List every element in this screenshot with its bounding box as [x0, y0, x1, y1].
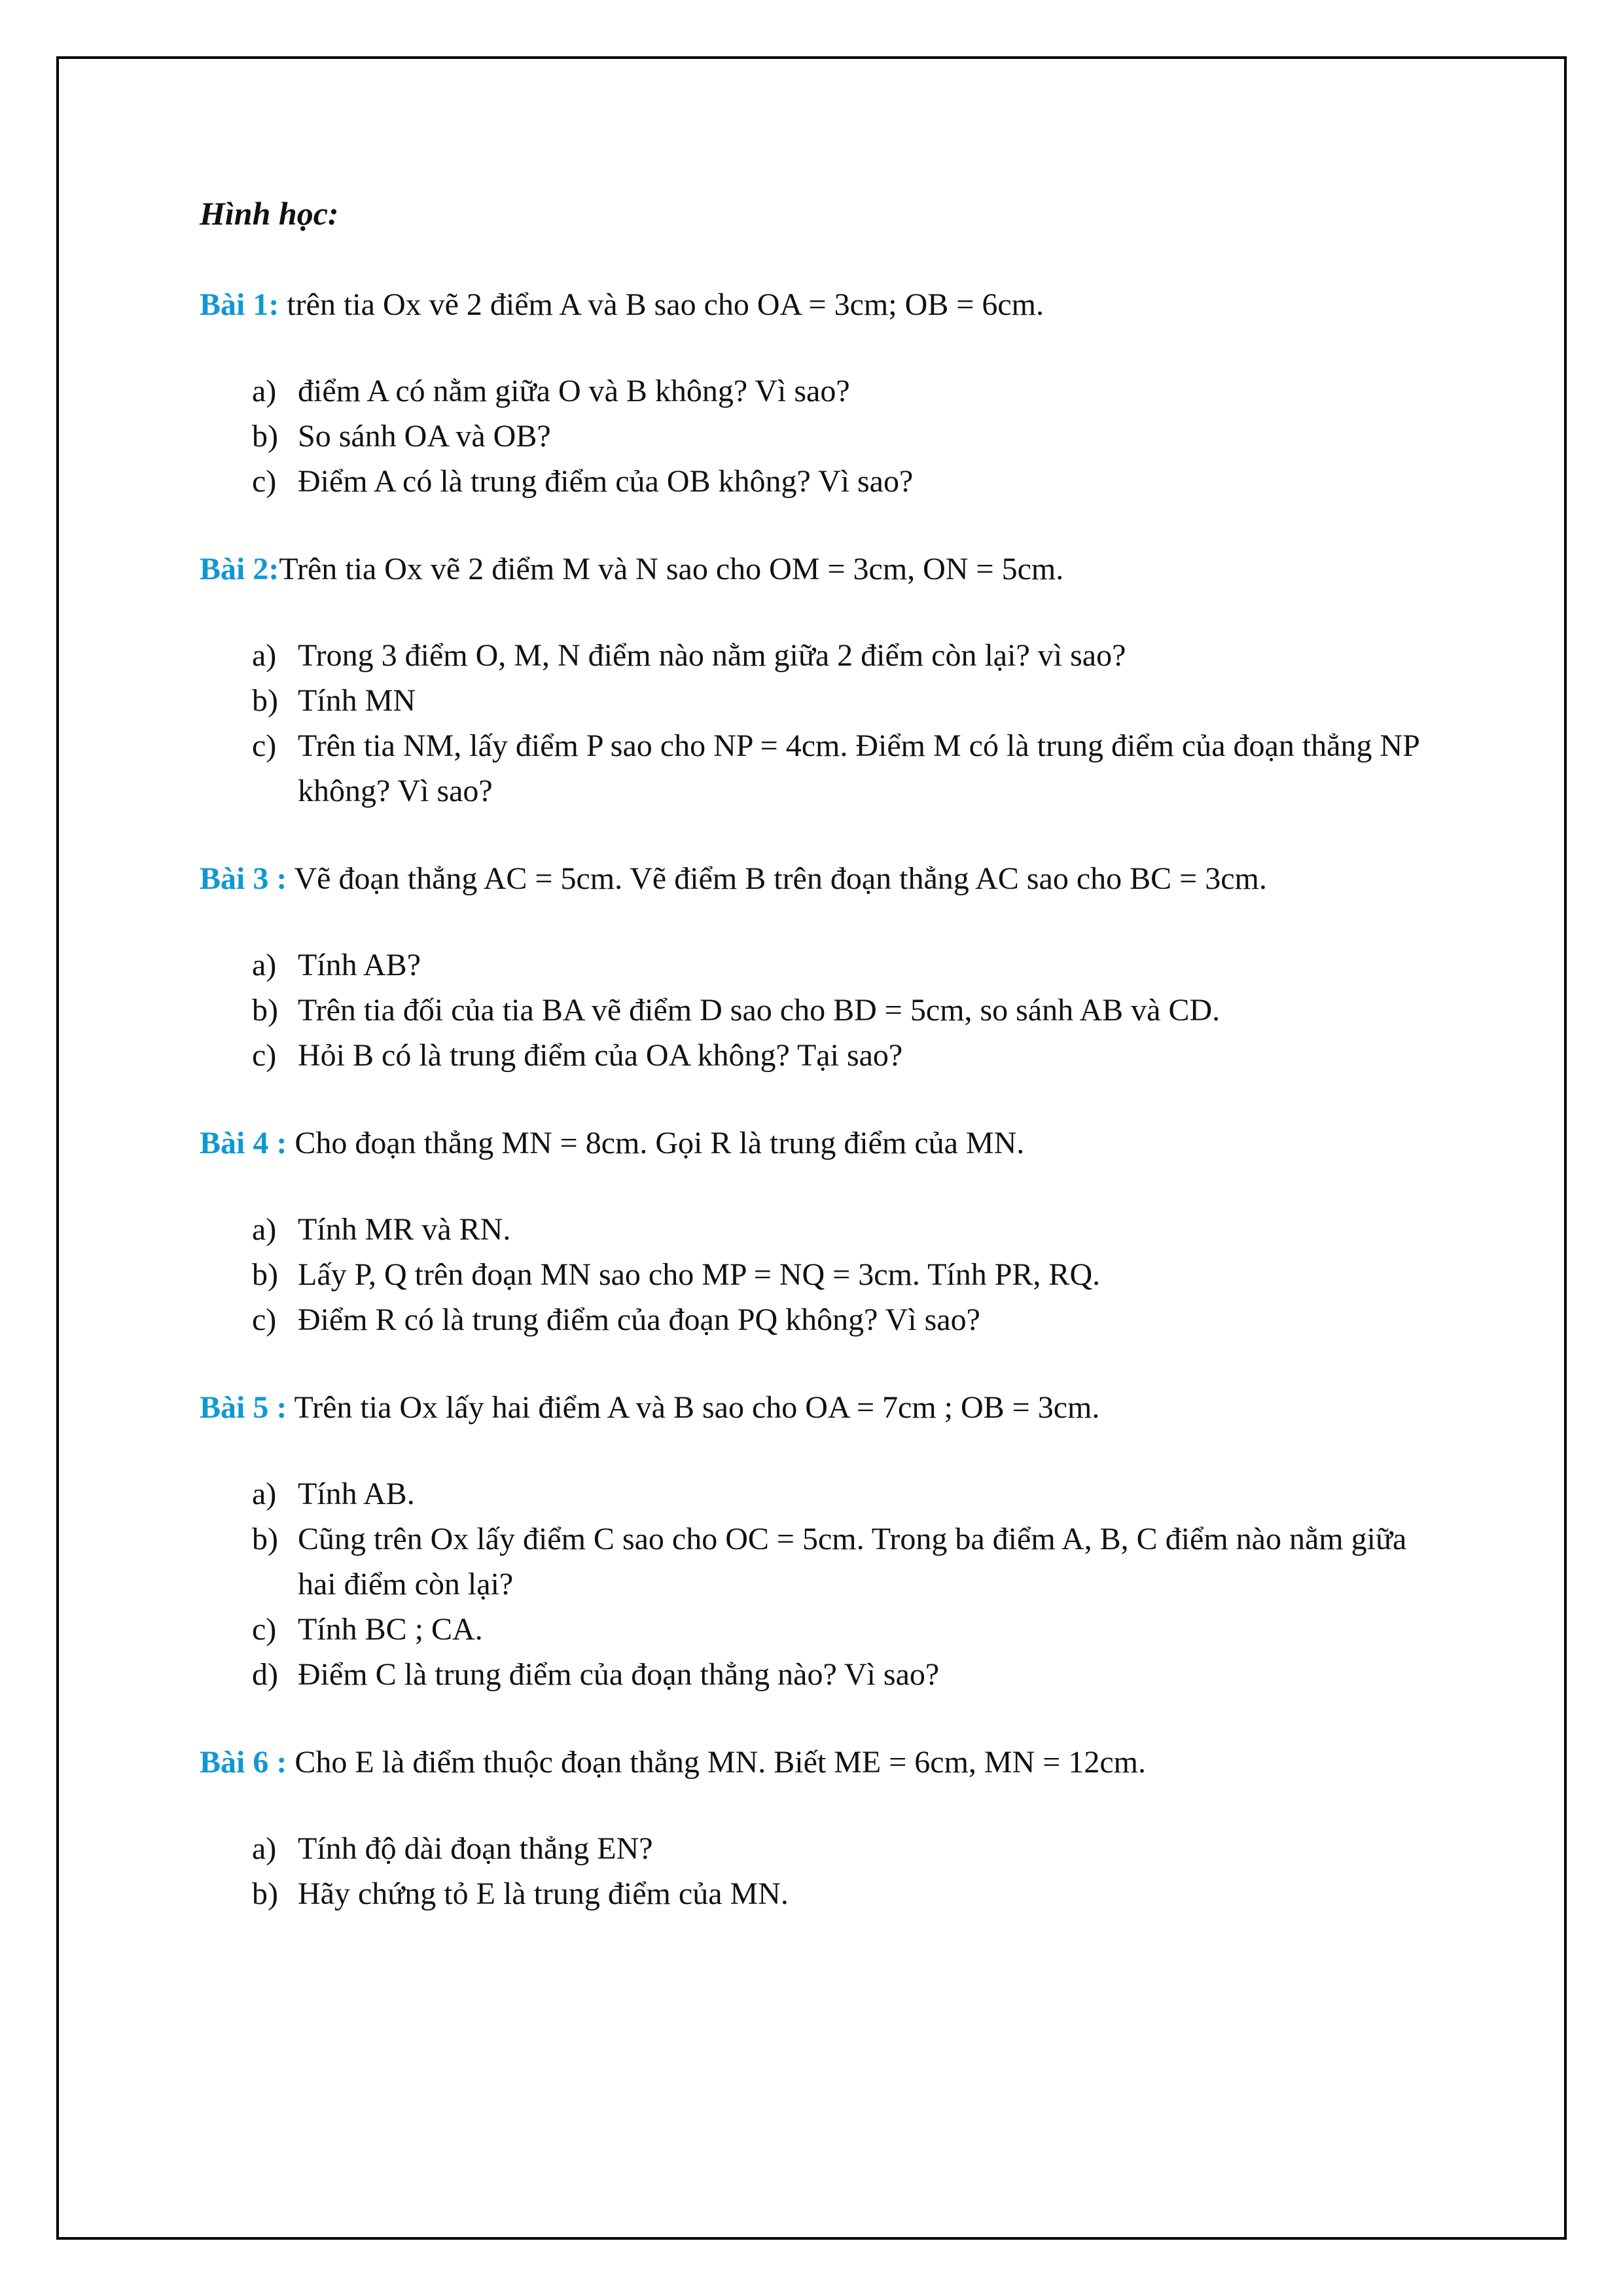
- exercise-4: [200, 1121, 1430, 1342]
- exercise-label: Bài 1:: [200, 287, 279, 322]
- item-marker: a): [252, 1477, 277, 1511]
- item-marker: c): [252, 1038, 277, 1073]
- list-item: [200, 942, 1430, 988]
- exercise-label: Bài 4 :: [200, 1126, 287, 1160]
- list-item: [200, 988, 1430, 1033]
- item-marker: a): [252, 1831, 277, 1866]
- exercise-label: Bài 3 :: [200, 861, 287, 896]
- item-text: Trên tia đối của tia BA vẽ điểm D sao cho BD = 5cm, so sánh AB và CD.: [298, 993, 1221, 1028]
- exercise-1: [200, 282, 1430, 504]
- item-marker: c): [252, 1302, 277, 1337]
- item-text: Điểm C là trung điểm của đoạn thẳng nào? Vì sao?: [298, 1657, 940, 1692]
- item-text: Tính MN: [298, 683, 416, 718]
- item-marker: b): [252, 1257, 278, 1292]
- item-marker: b): [252, 993, 278, 1028]
- item-marker: c): [252, 728, 277, 763]
- exercise-items: [200, 1471, 1430, 1697]
- list-item: [200, 1207, 1430, 1252]
- exercise-6: [200, 1740, 1430, 1916]
- item-marker: c): [252, 1612, 277, 1647]
- item-text: Điểm R có là trung điểm của đoạn PQ không? Vì sao?: [298, 1302, 980, 1337]
- item-marker: b): [252, 1876, 278, 1911]
- exercise-label: Bài 5 :: [200, 1390, 287, 1425]
- exercise-2: [200, 547, 1430, 814]
- list-item: [200, 633, 1430, 678]
- item-marker: d): [252, 1657, 278, 1692]
- list-item: [200, 1607, 1430, 1652]
- list-item: [200, 1033, 1430, 1078]
- item-text: Lấy P, Q trên đoạn MN sao cho MP = NQ = 3cm. Tính PR, RQ.: [298, 1257, 1101, 1292]
- item-text: Trong 3 điểm O, M, N điểm nào nằm giữa 2 điểm còn lại? vì sao?: [298, 638, 1126, 673]
- list-item: [200, 414, 1430, 459]
- list-item: [200, 1252, 1430, 1297]
- exercise-heading: [200, 1121, 1430, 1166]
- doc-heading: Hình học:: [200, 195, 339, 232]
- document-content: [200, 191, 1430, 1916]
- exercise-items: [200, 368, 1430, 504]
- list-item: [200, 1826, 1430, 1871]
- exercise-intro: Cho E là điểm thuộc đoạn thẳng MN. Biết ME = 6cm, MN = 12cm.: [287, 1745, 1146, 1780]
- exercise-items: [200, 942, 1430, 1078]
- item-marker: a): [252, 638, 277, 673]
- item-text: Tính AB?: [298, 948, 421, 982]
- list-item: [200, 1652, 1430, 1697]
- exercise-heading: [200, 856, 1430, 901]
- item-marker: b): [252, 683, 278, 718]
- item-marker: b): [252, 419, 278, 454]
- exercise-heading: [200, 282, 1430, 327]
- exercise-3: [200, 856, 1430, 1078]
- list-item: [200, 1297, 1430, 1342]
- exercise-intro: Cho đoạn thẳng MN = 8cm. Gọi R là trung điểm của MN.: [287, 1126, 1025, 1160]
- item-text: Điểm A có là trung điểm của OB không? Vì sao?: [298, 464, 914, 499]
- list-item: [200, 1516, 1430, 1607]
- list-item: [200, 1871, 1430, 1916]
- item-marker: b): [252, 1522, 278, 1556]
- item-text: So sánh OA và OB?: [298, 419, 551, 454]
- item-text: điểm A có nằm giữa O và B không? Vì sao?: [298, 374, 850, 408]
- list-item: [200, 1471, 1430, 1516]
- item-marker: a): [252, 948, 277, 982]
- list-item: [200, 368, 1430, 414]
- exercise-intro: trên tia Ox vẽ 2 điểm A và B sao cho OA = 3cm; OB = 6cm.: [279, 287, 1044, 322]
- item-text: Trên tia NM, lấy điểm P sao cho NP = 4cm. Điểm M có là trung điểm của đoạn thẳng NP không? Vì sao?: [298, 728, 1419, 808]
- exercise-items: [200, 1826, 1430, 1916]
- item-marker: c): [252, 464, 277, 499]
- exercise-heading: [200, 1740, 1430, 1785]
- item-text: Tính BC ; CA.: [298, 1612, 483, 1647]
- exercise-intro: Trên tia Ox vẽ 2 điểm M và N sao cho OM = 3cm, ON = 5cm.: [279, 552, 1064, 586]
- list-item: [200, 723, 1430, 814]
- exercise-items: [200, 633, 1430, 814]
- item-marker: a): [252, 374, 277, 408]
- item-text: Tính độ dài đoạn thẳng EN?: [298, 1831, 653, 1866]
- list-item: [200, 678, 1430, 723]
- exercise-intro: Trên tia Ox lấy hai điểm A và B sao cho OA = 7cm ; OB = 3cm.: [287, 1390, 1100, 1425]
- exercise-intro: Vẽ đoạn thẳng AC = 5cm. Vẽ điểm B trên đoạn thẳng AC sao cho BC = 3cm.: [287, 861, 1267, 896]
- item-text: Hỏi B có là trung điểm của OA không? Tại sao?: [298, 1038, 903, 1073]
- exercise-label: Bài 6 :: [200, 1745, 287, 1780]
- item-text: Hãy chứng tỏ E là trung điểm của MN.: [298, 1876, 789, 1911]
- exercise-heading: [200, 1385, 1430, 1430]
- item-text: Tính MR và RN.: [298, 1212, 511, 1247]
- item-text: Cũng trên Ox lấy điểm C sao cho OC = 5cm. Trong ba điểm A, B, C điểm nào nằm giữa hai điểm còn lại?: [298, 1522, 1407, 1602]
- exercise-label: Bài 2:: [200, 552, 279, 586]
- exercise-5: [200, 1385, 1430, 1697]
- list-item: [200, 459, 1430, 504]
- item-text: Tính AB.: [298, 1477, 415, 1511]
- exercise-items: [200, 1207, 1430, 1342]
- exercise-heading: [200, 547, 1430, 592]
- item-marker: a): [252, 1212, 277, 1247]
